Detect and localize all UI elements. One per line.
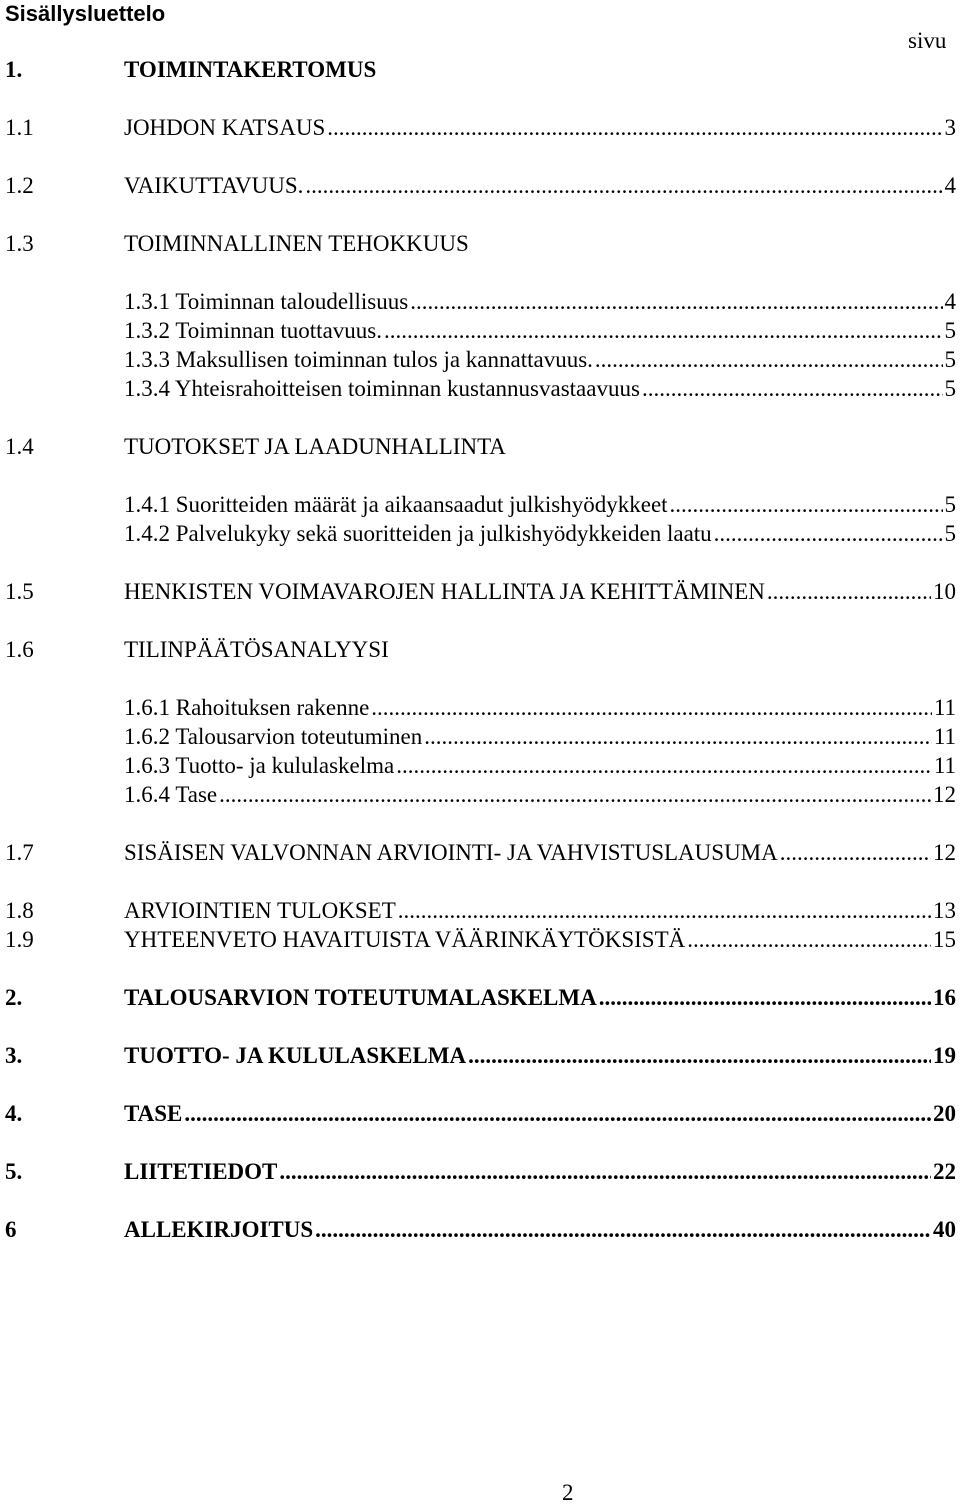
toc-entry-title: 1.6.3 Tuotto- ja kululaskelma — [124, 753, 395, 778]
toc-entry-title: 1.6.2 Talousarvion toteutuminen — [124, 724, 423, 749]
toc-entry[interactable] — [0, 229, 960, 259]
toc-entry-page: 10 — [933, 579, 956, 604]
toc-entry[interactable] — [0, 345, 960, 375]
toc-entry[interactable] — [0, 635, 960, 665]
toc-entry-page: 12 — [933, 840, 956, 865]
toc-entry-title: 1.6.4 Tase — [124, 782, 218, 807]
toc-entry[interactable] — [0, 722, 960, 752]
dot-leader — [219, 780, 931, 810]
toc-entry-title: 1.3.2 Toiminnan tuottavuus. — [124, 318, 382, 343]
page-number: 2 — [562, 1480, 574, 1505]
dot-leader — [384, 316, 943, 346]
toc-entry-page: 4 — [944, 173, 956, 198]
toc-entry[interactable] — [0, 693, 960, 723]
toc-entry-number: 4. — [5, 1101, 23, 1126]
toc-entry[interactable] — [0, 896, 960, 926]
toc-entry-page: 16 — [933, 985, 956, 1010]
toc-entry[interactable] — [0, 113, 960, 143]
toc-entry[interactable] — [0, 1215, 960, 1245]
toc-entry-page: 22 — [933, 1159, 956, 1184]
toc-entry-title: VAIKUTTAVUUS. — [124, 173, 304, 198]
toc-entry[interactable] — [0, 577, 960, 607]
toc-entry[interactable] — [0, 983, 960, 1013]
dot-leader — [468, 1041, 931, 1071]
toc-entry-title: JOHDON KATSAUS — [124, 115, 326, 140]
dot-leader — [595, 345, 943, 375]
toc-entry[interactable] — [0, 374, 960, 404]
toc-entry-title: ARVIOINTIEN TULOKSET — [124, 898, 396, 923]
toc-entry-page: 5 — [944, 376, 956, 401]
toc-entry-page: 5 — [944, 318, 956, 343]
dot-leader — [398, 896, 931, 926]
dot-leader — [327, 113, 942, 143]
toc-entry-title: TUOTOKSET JA LAADUNHALLINTA — [124, 434, 506, 459]
toc-entry-page: 4 — [944, 289, 956, 314]
toc-entry-number: 1.5 — [5, 579, 34, 604]
toc-entry-title: TOIMINTAKERTOMUS — [124, 57, 377, 82]
toc-entry-number: 1.9 — [5, 927, 34, 952]
toc-entry-page: 13 — [933, 898, 956, 923]
dot-leader — [315, 1215, 931, 1245]
toc-entry-page: 3 — [944, 115, 956, 140]
toc-entry-title: ALLEKIRJOITUS — [124, 1217, 314, 1242]
toc-entry-page: 40 — [933, 1217, 956, 1242]
toc-entry-title: TOIMINNALLINEN TEHOKKUUS — [124, 231, 469, 256]
toc-entry[interactable] — [0, 316, 960, 346]
dot-leader — [599, 983, 931, 1013]
toc-entry[interactable] — [0, 519, 960, 549]
toc-entry-page: 20 — [933, 1101, 956, 1126]
toc-entry-number: 1.6 — [5, 637, 34, 662]
dot-leader — [279, 1157, 931, 1187]
toc-entry[interactable] — [0, 287, 960, 317]
toc-entry-title: TALOUSARVION TOTEUTUMALASKELMA — [124, 985, 597, 1010]
toc-entry[interactable] — [0, 432, 960, 462]
dot-leader — [184, 1099, 931, 1129]
toc-entry-title: 1.3.4 Yhteisrahoitteisen toiminnan kustannusvastaavuus — [124, 376, 640, 401]
toc-entry-title: TILINPÄÄTÖSANALYYSI — [124, 637, 389, 662]
toc-heading: Sisällysluettelo — [5, 1, 166, 26]
toc-entry[interactable] — [0, 780, 960, 810]
toc-entry[interactable] — [0, 751, 960, 781]
toc-entry-number: 1.4 — [5, 434, 34, 459]
toc-entry-title: HENKISTEN VOIMAVAROJEN HALLINTA JA KEHITTÄMINEN — [124, 579, 765, 604]
toc-entry-page: 5 — [944, 521, 956, 546]
toc-entry-number: 1.8 — [5, 898, 34, 923]
toc-entry[interactable] — [0, 1099, 960, 1129]
dot-leader — [371, 693, 932, 723]
toc-entry[interactable] — [0, 171, 960, 201]
toc-entry-page: 11 — [933, 695, 956, 720]
toc-entry-page: 12 — [933, 782, 956, 807]
dot-leader — [305, 171, 942, 201]
toc-entry[interactable] — [0, 925, 960, 955]
toc-entry-title: TUOTTO- JA KULULASKELMA — [124, 1043, 467, 1068]
toc-entry-title: 1.4.2 Palvelukyky sekä suoritteiden ja julkishyödykkeiden laatu — [124, 521, 712, 546]
toc-entry-title: 1.6.1 Rahoituksen rakenne — [124, 695, 370, 720]
toc-entry-title: SISÄISEN VALVONNAN ARVIOINTI- JA VAHVISTUSLAUSUMA — [124, 840, 778, 865]
toc-entry-page: 5 — [944, 347, 956, 372]
toc-entry[interactable] — [0, 55, 960, 85]
toc-entry[interactable] — [0, 1157, 960, 1187]
page-column-label: sivu — [908, 28, 947, 53]
toc-entry-page: 15 — [933, 927, 956, 952]
toc-entry-title: LIITETIEDOT — [124, 1159, 278, 1184]
toc-entry-number: 6 — [5, 1217, 17, 1242]
toc-entry-page: 11 — [933, 724, 956, 749]
dot-leader — [642, 374, 943, 404]
dot-leader — [410, 287, 942, 317]
toc-entry-number: 1.1 — [5, 115, 34, 140]
dot-leader — [767, 577, 931, 607]
toc-entry-page: 5 — [944, 492, 956, 517]
toc-entry-number: 1. — [5, 57, 23, 82]
toc-entry-number: 1.3 — [5, 231, 34, 256]
dot-leader — [714, 519, 943, 549]
toc-entry-page: 11 — [933, 753, 956, 778]
toc-entry-title: YHTEENVETO HAVAITUISTA VÄÄRINKÄYTÖKSISTÄ — [124, 927, 686, 952]
toc-entry-number: 5. — [5, 1159, 23, 1184]
dot-leader — [780, 838, 931, 868]
toc-entry[interactable] — [0, 490, 960, 520]
toc-entry[interactable] — [0, 1041, 960, 1071]
dot-leader — [424, 722, 932, 752]
dot-leader — [687, 925, 931, 955]
toc-entry[interactable] — [0, 838, 960, 868]
toc-entry-number: 1.7 — [5, 840, 34, 865]
dot-leader — [396, 751, 932, 781]
toc-entry-title: 1.3.3 Maksullisen toiminnan tulos ja kannattavuus. — [124, 347, 593, 372]
toc-entry-page: 19 — [933, 1043, 956, 1068]
toc-entry-number: 1.2 — [5, 173, 34, 198]
toc-entry-number: 3. — [5, 1043, 23, 1068]
toc-entry-title: 1.3.1 Toiminnan taloudellisuus — [124, 289, 409, 314]
dot-leader — [670, 490, 943, 520]
toc-entry-title: TASE — [124, 1101, 183, 1126]
toc-entry-title: 1.4.1 Suoritteiden määrät ja aikaansaadut julkishyödykkeet — [124, 492, 668, 517]
toc-entry-number: 2. — [5, 985, 23, 1010]
